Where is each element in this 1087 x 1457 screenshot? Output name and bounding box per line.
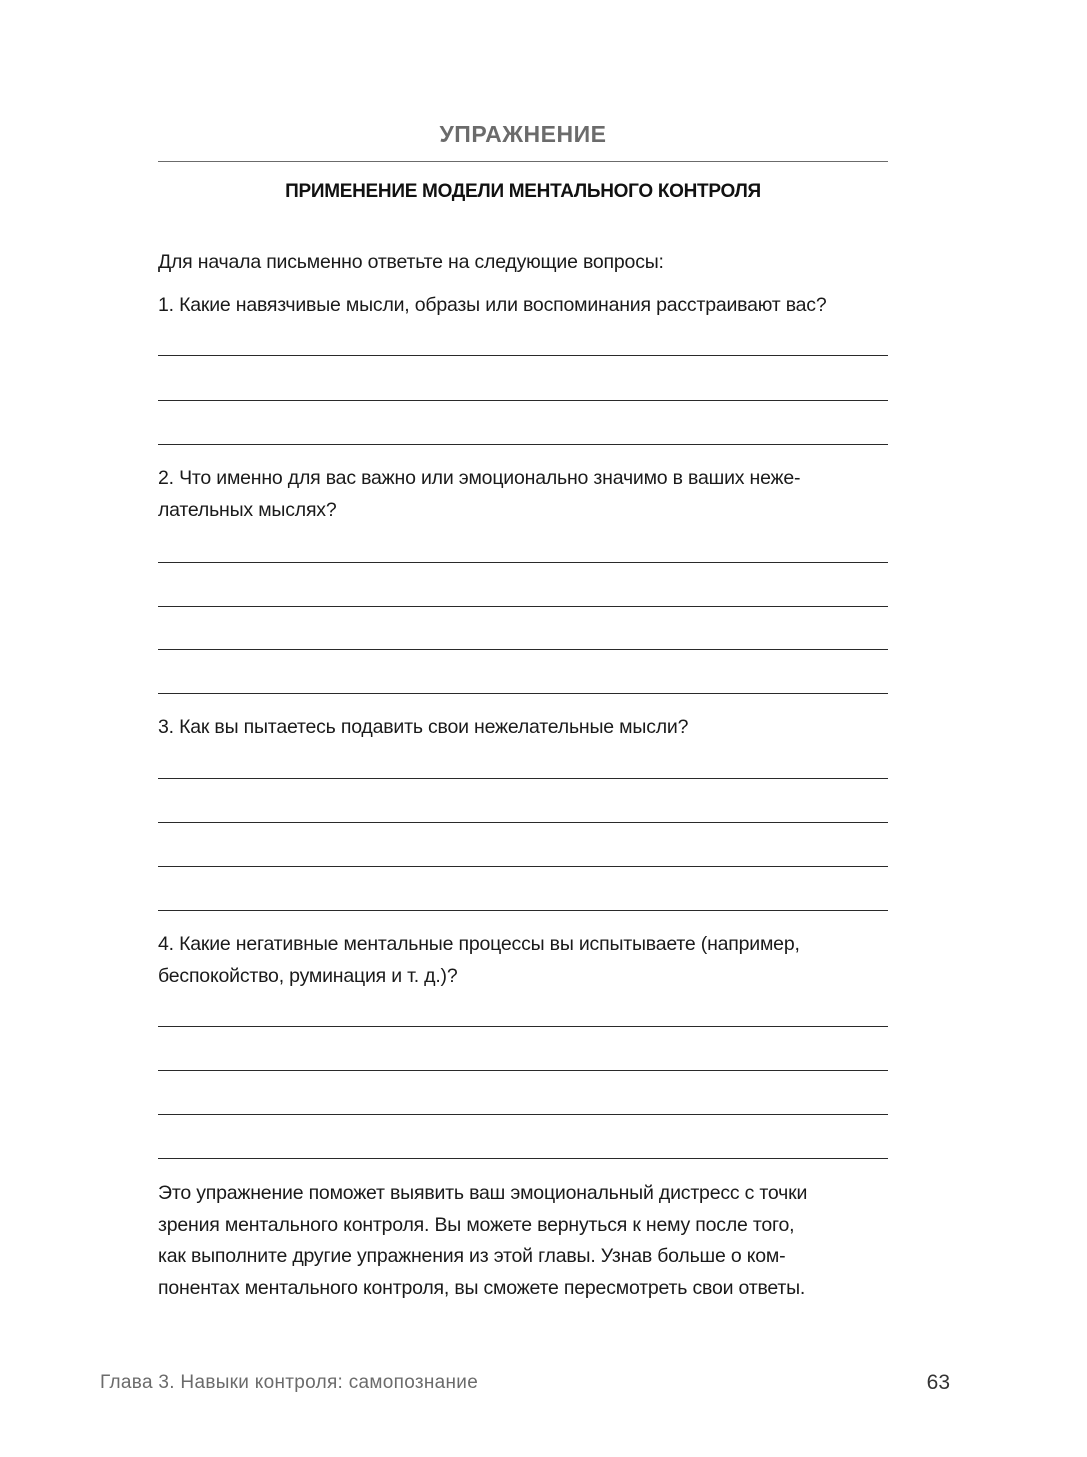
- answer-line-q4-3[interactable]: [158, 1114, 888, 1115]
- question-1-line-1: 1. Какие навязчивые мысли, образы или воспоминания расстраивают вас?: [158, 294, 827, 316]
- header-divider: [158, 161, 888, 162]
- question-2-line-1: 2. Что именно для вас важно или эмоционально значимо в ваших неже-: [158, 467, 801, 489]
- conclusion-line-1: Это упражнение поможет выявить ваш эмоциональный дистресс с точки: [158, 1182, 808, 1204]
- answer-line-q1-2[interactable]: [158, 400, 888, 401]
- conclusion-line-4: понентах ментального контроля, вы сможете пересмотреть свои ответы.: [158, 1277, 806, 1299]
- question-2-line-2: лательных мыслях?: [158, 499, 337, 521]
- exercise-title: ПРИМЕНЕНИЕ МОДЕЛИ МЕНТАЛЬНОГО КОНТРОЛЯ: [285, 181, 761, 202]
- question-4-line-2: беспокойство, руминация и т. д.)?: [158, 965, 458, 987]
- question-4-line-1: 4. Какие негативные ментальные процессы вы испытываете (например,: [158, 933, 800, 955]
- answer-line-q2-2[interactable]: [158, 606, 888, 607]
- conclusion-line-3: как выполните другие упражнения из этой главы. Узнав больше о ком-: [158, 1245, 786, 1267]
- answer-line-q3-1[interactable]: [158, 778, 888, 779]
- conclusion-line-2: зрения ментального контроля. Вы можете вернуться к нему после того,: [158, 1214, 795, 1236]
- answer-line-q1-3[interactable]: [158, 444, 888, 445]
- section-label: УПРАЖНЕНИЕ: [439, 121, 607, 147]
- footer-chapter-title: Глава 3. Навыки контроля: самопознание: [100, 1372, 479, 1393]
- page-number: 63: [926, 1371, 950, 1394]
- answer-line-q4-2[interactable]: [158, 1070, 888, 1071]
- answer-line-q2-1[interactable]: [158, 562, 888, 563]
- answer-line-q3-2[interactable]: [158, 822, 888, 823]
- answer-line-q4-1[interactable]: [158, 1026, 888, 1027]
- intro-text: Для начала письменно ответьте на следующие вопросы:: [158, 251, 664, 273]
- answer-line-q3-3[interactable]: [158, 866, 888, 867]
- answer-line-q2-3[interactable]: [158, 649, 888, 650]
- answer-line-q2-4[interactable]: [158, 693, 888, 694]
- answer-line-q1-1[interactable]: [158, 355, 888, 356]
- question-3-line-1: 3. Как вы пытаетесь подавить свои нежелательные мысли?: [158, 716, 689, 738]
- answer-line-q3-4[interactable]: [158, 910, 888, 911]
- answer-line-q4-4[interactable]: [158, 1158, 888, 1159]
